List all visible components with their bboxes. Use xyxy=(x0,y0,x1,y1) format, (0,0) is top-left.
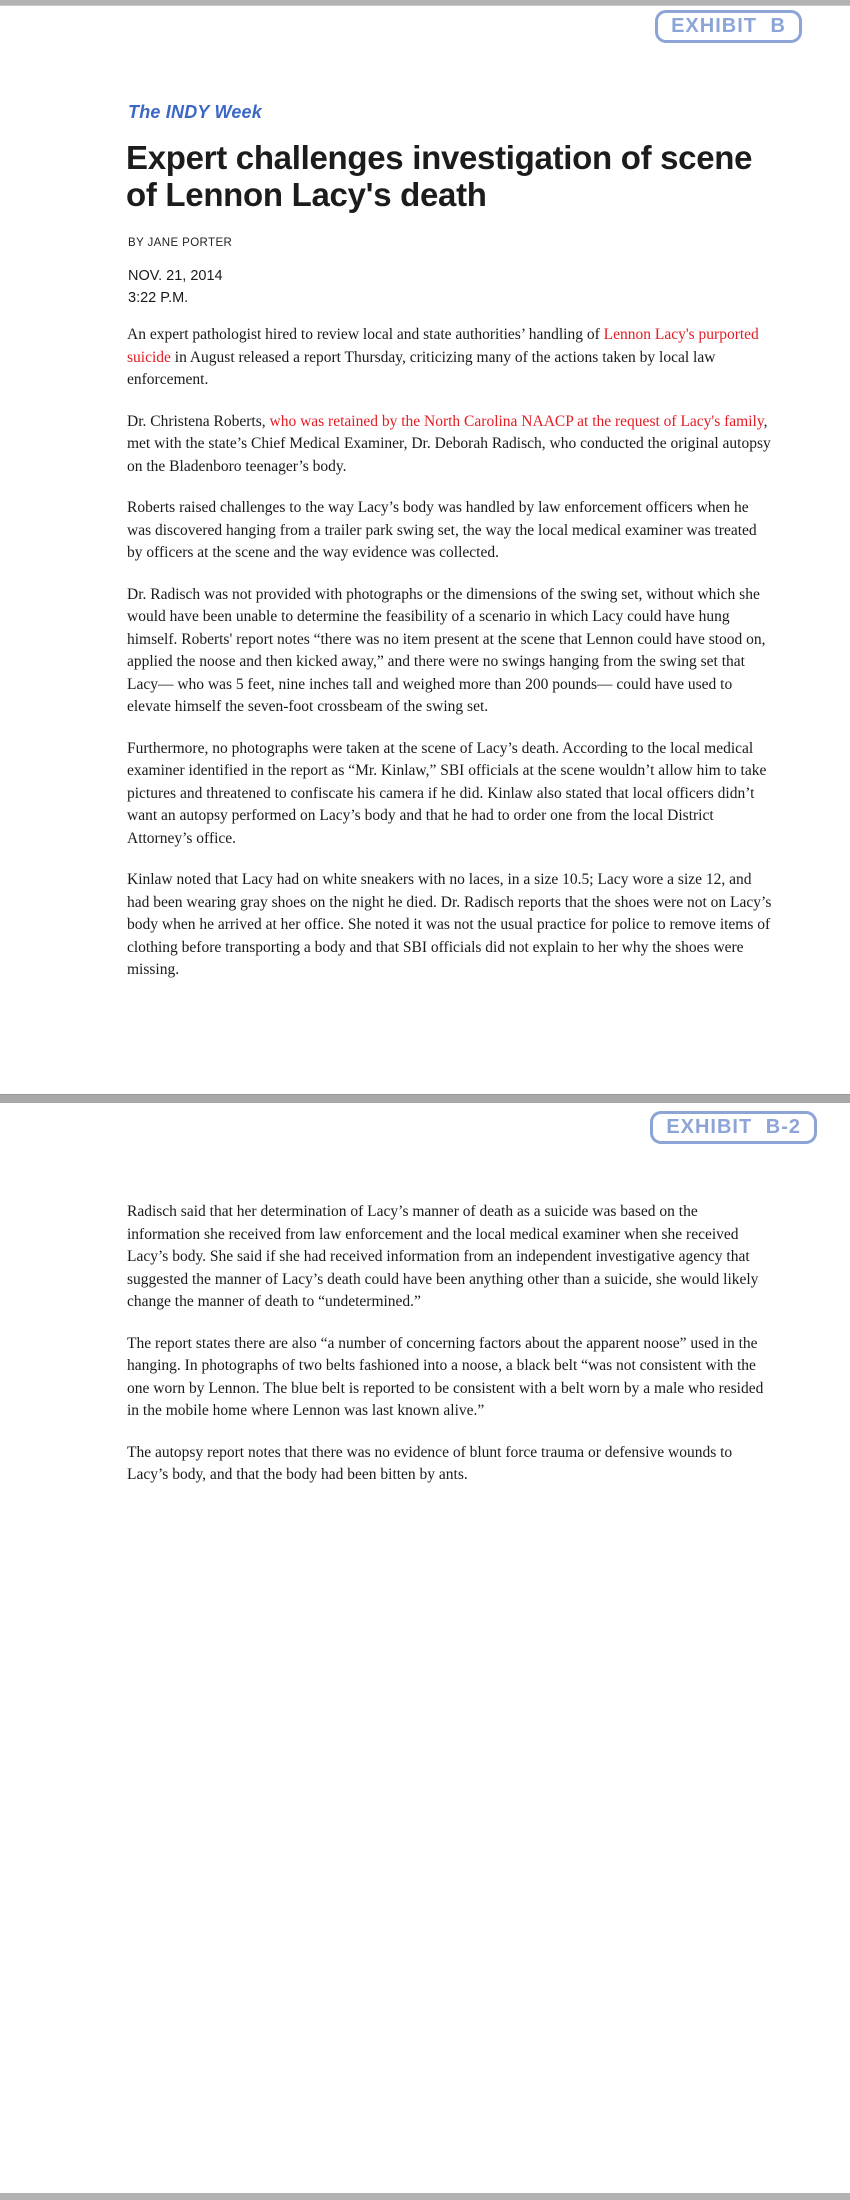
bottom-scan-bar xyxy=(0,2193,850,2200)
article-paragraph xyxy=(127,497,773,565)
article-date: NOV. 21, 2014 xyxy=(128,268,223,284)
paragraph-text: An expert pathologist hired to review local and state authorities’ handling of xyxy=(127,326,604,343)
article-headline: Expert challenges investigation of scene of Lennon Lacy's death xyxy=(126,139,753,213)
exhibit-b2-stamp: EXHIBIT B-2 xyxy=(650,1111,817,1144)
article-paragraph xyxy=(127,869,773,982)
article-body-page2 xyxy=(127,1201,773,1506)
paragraph-text: Furthermore, no photographs were taken at the scene of Lacy’s death. According to the local medical examiner identified in the report as “Mr. Kinlaw,” SBI officials at the scene wouldn’t allow him to take pictures and threatened to confiscate his camera if he did. Kinlaw also stated that local officers didn’t want an autopsy performed on Lacy’s body and that he had to order one from the local District Attorney’s office. xyxy=(127,739,767,847)
section-divider-bar xyxy=(0,1094,850,1103)
article-paragraph xyxy=(127,1201,773,1314)
paragraph-text: , met with the state’s Chief Medical Examiner, Dr. Deborah Radisch, who conducted the original autopsy on the Bladenboro teenager’s body. xyxy=(127,412,771,475)
paragraph-text: Radisch said that her determination of Lacy’s manner of death as a suicide was based on the information she received from law enforcement and the local medical examiner when she received Lacy’s body. She said if she had received information from an independent investigative agency that suggested the manner of Lacy’s death could have been anything other than a suicide, she would likely change the manner of death to “undetermined.” xyxy=(127,1203,759,1310)
publication-name: The INDY Week xyxy=(128,102,262,122)
exhibit-b-stamp: EXHIBIT B xyxy=(655,10,802,43)
article-byline: BY JANE PORTER xyxy=(128,237,233,249)
article-paragraph xyxy=(127,324,773,392)
top-scan-bar xyxy=(0,0,850,6)
article-time: 3:22 P.M. xyxy=(128,290,189,306)
red-hyperlink-text[interactable]: Lennon Lacy's purported suicide xyxy=(127,326,759,366)
paragraph-text: The autopsy report notes that there was no evidence of blunt force trauma or defensive wounds to Lacy’s body, and that the body had been bitten by ants. xyxy=(127,1443,733,1483)
article-paragraph xyxy=(127,411,773,479)
paragraph-text: Dr. Radisch was not provided with photographs or the dimensions of the swing set, without which she would have been unable to determine the feasibility of a scenario in which Lacy could have hung himself. Roberts' report notes “there was no item present at the scene that Lennon could have stood on, applied the noose and then kicked away,” and there were no swings hanging from the swing set that Lacy— who was 5 feet, nine inches tall and weighed more than 200 pounds— could have used to elevate himself the seven-foot crossbeam of the swing set. xyxy=(127,585,766,715)
article-datetime xyxy=(128,265,223,309)
paragraph-text: in August released a report Thursday, criticizing many of the actions taken by local law enforcement. xyxy=(127,348,716,388)
article-paragraph xyxy=(127,584,773,719)
paragraph-text: Kinlaw noted that Lacy had on white sneakers with no laces, in a size 10.5; Lacy wore a size 12, and had been wearing gray shoes on the night he died. Dr. Radisch reports that the shoes were not on Lacy’s body when he arrived at her office. She noted it was not the usual practice for police to remove items of clothing before transporting a body and that SBI officials did not explain to her why the shoes were missing. xyxy=(127,871,772,978)
article-paragraph xyxy=(127,1442,773,1487)
article-paragraph xyxy=(127,738,773,851)
article-body-page1 xyxy=(127,324,773,1001)
paragraph-text: The report states there are also “a number of concerning factors about the apparent noose” used in the hanging. In photographs of two belts fashioned into a noose, a black belt “was not consistent with the one worn by Lennon. The blue belt is reported to be consistent with a belt worn by a male who resided in the mobile home where Lennon was last known alive.” xyxy=(127,1334,764,1419)
article-paragraph xyxy=(127,1333,773,1423)
paragraph-text: Roberts raised challenges to the way Lacy’s body was handled by law enforcement officers when he was discovered hanging from a trailer park swing set, the way the local medical examiner was treated by officers at the scene and the way evidence was collected. xyxy=(127,499,757,561)
red-hyperlink-text[interactable]: who was retained by the North Carolina NAACP at the request of Lacy's family xyxy=(269,412,764,430)
paragraph-text: Dr. Christena Roberts, xyxy=(127,412,270,430)
